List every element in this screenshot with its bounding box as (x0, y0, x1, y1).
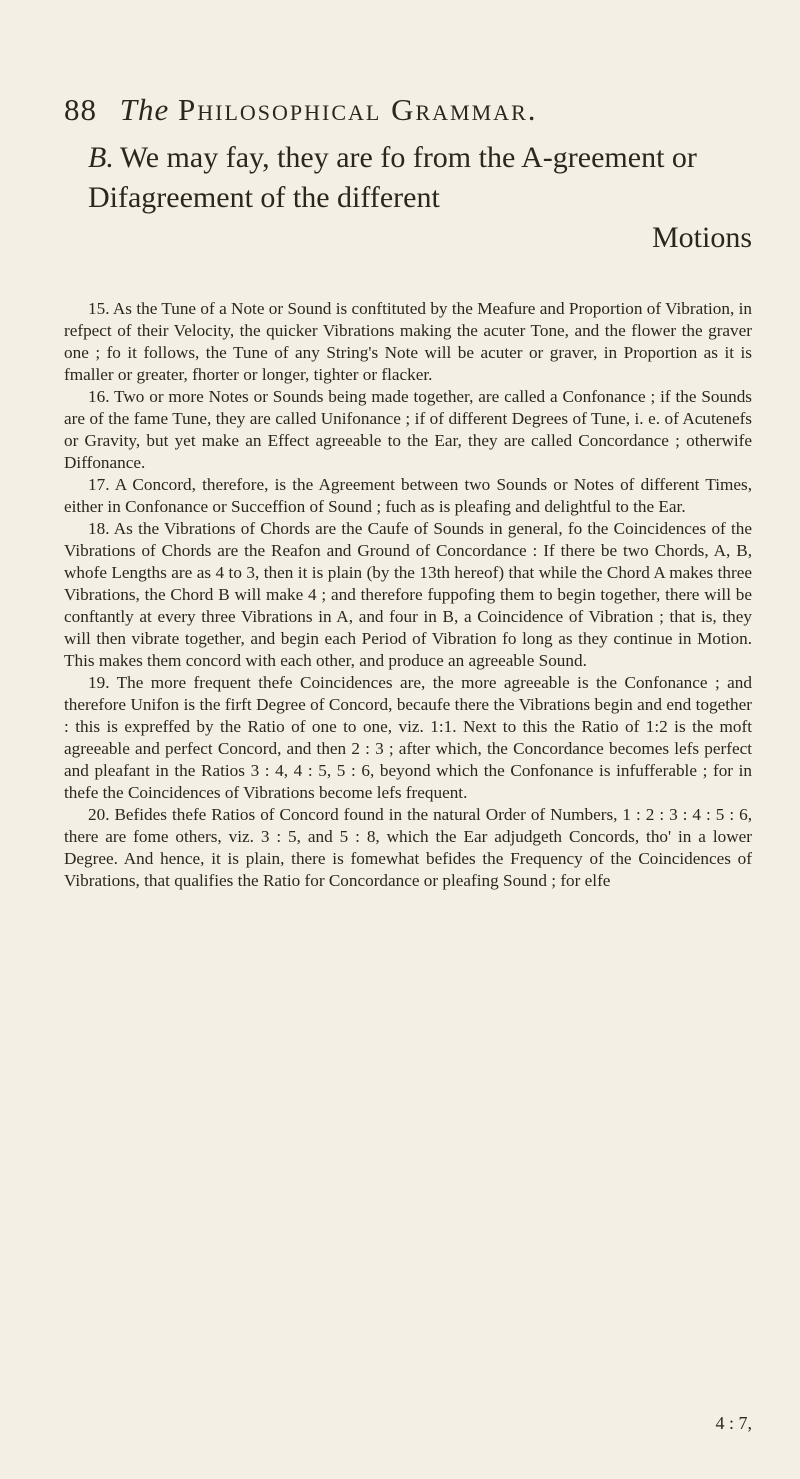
header-title: Philosophical Grammar. (178, 92, 538, 127)
dialogue-question (88, 138, 752, 218)
speaker-label: B. (88, 141, 114, 174)
paragraph-20: 20. Befides thefe Ratios of Concord found in the natural Order of Numbers, 1 : 2 : 3 : 4 : 5 : 6, there are fome others, viz. 3 : 5, and 5 : 8, which the Ear adjudgeth Concords, tho' in a lower Degree. And hence, it is plain, there is fomewhat befides the Frequency of the Coincidences of Vibrations, that qualifies the Ratio for Concordance or pleafing Sound ; for elfe (64, 805, 752, 890)
paragraph-18: 18. As the Vibrations of Chords are the Caufe of Sounds in general, fo the Coincidences of the Vibrations of Chords are the Reafon and Ground of Concordance : If there be two Chords, A, B, whofe Lengths are as 4 to 3, then it is plain (by the 13th hereof) that while the Chord A makes three Vibrations, the Chord B will make 4 ; and therefore fuppofing them to begin together, there will be conftantly at every three Vibrations in A, and four in B, a Coincidence of Vibration ; that is, they will then vibrate together, and begin each Period of Vibration fo long as they continue in Motion. This makes them concord with each other, and produce an agreeable Sound. (64, 519, 752, 670)
question-continuation: Motions (651, 221, 752, 254)
paragraph-17: 17. A Concord, therefore, is the Agreement between two Sounds or Notes of different Times, either in Confonance or Succeffion of Sound ; fuch as is pleafing and delightful to the Ear. (64, 475, 752, 516)
paragraph-19: 19. The more frequent thefe Coincidences are, the more agreeable is the Confonance ; and therefore Unifon is the firft Degree of Concord, becaufe there the Vibrations begin and end together : this is expreffed by the Ratio of one to one, viz. 1:1. Next to this the Ratio of 1:2 is the moft agreeable and perfect Concord, and then 2 : 3 ; after which, the Concordance becomes lefs perfect and pleafant in the Ratios 3 : 4, 4 : 5, 5 : 6, beyond which the Confonance is infufferable ; for in thefe the Coincidences of Vibrations become lefs frequent. (64, 673, 752, 802)
header-the: The (119, 92, 170, 127)
paragraph-16: 16. Two or more Notes or Sounds being made together, are called a Confonance ; if the Sounds are of the fame Tune, they are called Unifonance ; if of different Degrees of Tune, i. e. of Acutenefs or Gravity, but yet make an Effect agreeable to the Ear, they are called Concordance ; otherwife Diffonance. (64, 387, 752, 472)
catchword: 4 : 7, (715, 1413, 752, 1433)
question-text: We may fay, they are fo from the A-greement or Difagreement of the different (88, 141, 697, 214)
page-number: 88 (64, 92, 97, 127)
running-header (64, 92, 752, 128)
paragraph-15: 15. As the Tune of a Note or Sound is conftituted by the Meafure and Proportion of Vibration, in refpect of their Velocity, the quicker Vibrations making the acuter Tone, and the flower the graver one ; fo it follows, the Tune of any String's Note will be acuter or graver, in Proportion as it is fmaller or greater, fhorter or longer, tighter or flacker. (64, 299, 752, 384)
